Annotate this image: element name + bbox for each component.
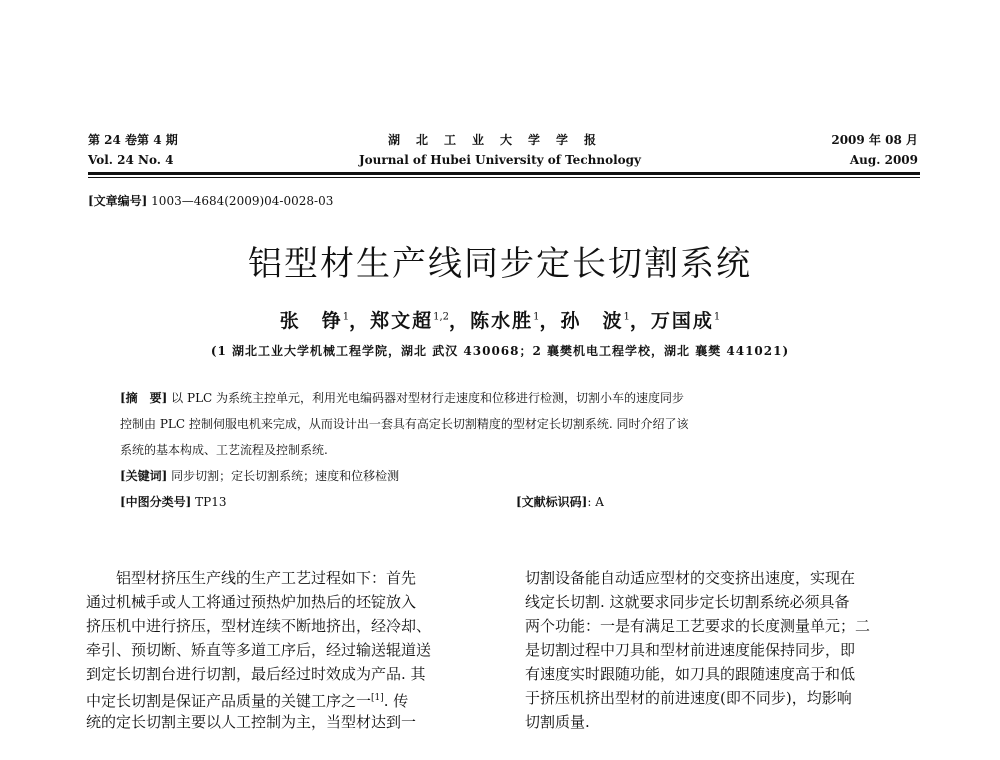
abstract-line: 系统的基本构成、工艺流程及控制系统.	[120, 443, 328, 457]
body-line: 铝型材挤压生产线的生产工艺过程如下：首先	[116, 569, 417, 587]
author-affiliation-mark: 1	[342, 311, 350, 323]
volume-issue-en: Vol. 24 No. 4	[88, 153, 174, 167]
abstract-text: 以 PLC 为系统主控单元，利用光电编码器对型材行走速度和位移进行检测，切割小车的速度同步	[167, 391, 685, 405]
body-line: 统的定长切割主要以人工控制为主，当型材达到一	[86, 713, 417, 731]
author-affiliation-mark: 1	[623, 311, 630, 323]
abstract-line	[120, 390, 684, 406]
author-affiliation-mark: 1	[533, 311, 540, 323]
body-line: 中定长切割是保证产品质量的关键工序之一[1]. 传	[86, 692, 409, 710]
body-line: 线定长切割. 这就要求同步定长切割系统必须具备	[525, 593, 850, 611]
body-line: 到定长切割台进行切割，最后经过时效成为产品. 其	[86, 665, 426, 683]
body-line: 两个功能：一是有满足工艺要求的长度测量单元；二	[525, 617, 871, 635]
classification-number	[120, 494, 227, 510]
body-column-right	[525, 566, 925, 734]
volume-issue-cn: 第 24 卷第 4 期	[88, 133, 178, 147]
journal-name-en: Journal of Hubei University of Technology	[358, 153, 642, 167]
author-name: 万国成	[650, 310, 714, 332]
document-code-label: [文献标识码]	[516, 495, 588, 509]
body-line: 切割设备能自动适应型材的交变挤出速度，实现在	[525, 569, 856, 587]
keywords	[120, 468, 399, 484]
body-line: 通过机械手或人工将通过预热炉加热后的坯锭放入	[86, 593, 417, 611]
journal-name-cn: 湖北工业大学学报	[387, 133, 612, 147]
header-rule-thin	[88, 177, 920, 178]
affiliation: (1 湖北工业大学机械工程学院，湖北 武汉 430068；2 襄樊机电工程学校，湖北 襄樊 441021)	[210, 344, 790, 358]
abstract-label: [摘 要]	[120, 391, 168, 405]
abstract-line: 控制由 PLC 控制伺服电机来完成，从而设计出一套具有高定长切割精度的型材定长切割系统. 同时介绍了该	[120, 417, 689, 431]
author-affiliation-mark: 1,2	[433, 311, 450, 323]
classification-label: [中图分类号]	[120, 495, 192, 509]
header-rule-thick	[88, 172, 920, 175]
document-code	[516, 494, 604, 510]
article-number-value: 1003—4684(2009)04-0028-03	[147, 194, 334, 208]
keywords-value: 同步切割；定长切割系统；速度和位移检测	[167, 469, 400, 483]
article-number	[88, 192, 333, 209]
body-line: 牵引、预切断、矫直等多道工序后，经过输送辊道送	[86, 641, 432, 659]
body-line: 于挤压机挤出型材的前进速度(即不同步)，均影响	[525, 689, 852, 707]
author-name: 郑文超	[370, 310, 434, 332]
author-affiliation-mark: 1	[713, 311, 721, 323]
author-name: 孙 波	[560, 310, 624, 332]
author-list: 张 铮$^1$，郑文超$^{1,2}$，陈水胜$^1$，孙 波$^1$，万国成$^1$	[279, 310, 721, 332]
author-name: 陈水胜	[470, 310, 534, 332]
paper-title: 铝型材生产线同步定长切割系统	[248, 244, 752, 284]
body-line: 切割质量.	[525, 713, 590, 731]
date-en: Aug. 2009	[849, 153, 918, 167]
author-name: 张 铮	[279, 310, 343, 332]
body-line: 是切割过程中刀具和型材前进速度能保持同步，即	[525, 641, 856, 659]
document-code-value: : A	[587, 495, 604, 509]
body-line: 挤压机中进行挤压，型材连续不断地挤出，经冷却、	[86, 617, 432, 635]
body-column-left	[86, 566, 486, 734]
reference-mark: [1]	[371, 693, 384, 703]
body-line: 有速度实时跟随功能，如刀具的跟随速度高于和低	[525, 665, 856, 683]
article-number-label: [文章编号]	[88, 194, 148, 208]
classification-value: TP13	[191, 495, 227, 509]
date-cn: 2009 年 08 月	[831, 133, 918, 147]
keywords-label: [关键词]	[120, 469, 168, 483]
